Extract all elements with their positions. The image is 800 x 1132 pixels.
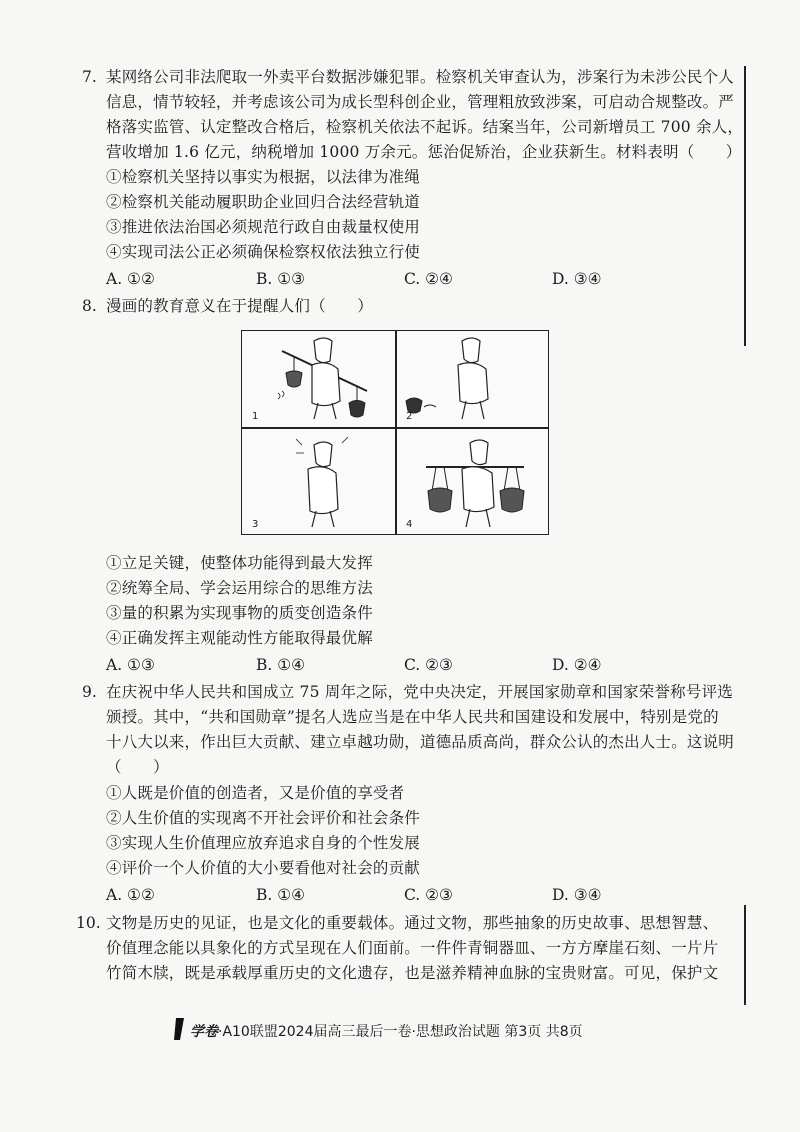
q7-item-4: ④实现司法公正必须确保检察权依法独立行使	[106, 243, 421, 261]
q10-stem-line-2: 价值理念能以具象化的方式呈现在人们面前。一件件青铜器皿、一方方摩崖石刻、一片片	[106, 939, 719, 957]
q9-option-c[interactable]: C. ②③	[404, 886, 453, 904]
q8-option-a[interactable]: A. ①③	[106, 656, 155, 674]
q9-option-d[interactable]: D. ③④	[552, 886, 602, 904]
comic-panel-3-drawing	[242, 429, 394, 534]
q9-item-3: ③实现人生价值理应放弃追求自身的个性发展	[106, 834, 421, 852]
q7-item-3: ③推进依法治国必须规范行政自由裁量权使用	[106, 218, 421, 236]
q8-item-3: ③量的积累为实现事物的质变创造条件	[106, 604, 373, 622]
q10-stem-line-1: 文物是历史的见证，也是文化的重要载体。通过文物，那些抽象的历史故事、思想智慧、	[106, 914, 719, 932]
q8-option-b[interactable]: B. ①④	[256, 656, 306, 674]
q8-option-d[interactable]: D. ②④	[552, 656, 602, 674]
q9-stem-line-1: 在庆祝中华人民共和国成立 75 周年之际，党中央决定，开展国家勋章和国家荣誉称号评选	[106, 683, 733, 701]
margin-line-top	[744, 66, 746, 346]
q8-item-4: ④正确发挥主观能动性方能取得最优解	[106, 629, 373, 647]
q8-item-1: ①立足关键，使整体功能得到最大发挥	[106, 554, 373, 572]
comic-panel-1-drawing	[242, 331, 394, 426]
comic-panel-2-drawing	[396, 331, 548, 426]
comic-panel-4-number: 4	[406, 519, 413, 530]
q7-option-d[interactable]: D. ③④	[552, 270, 602, 288]
q9-item-4: ④评价一个人价值的大小要看他对社会的贡献	[106, 859, 421, 877]
footer-logo-text: 学卷	[190, 1024, 218, 1040]
q9-item-2: ②人生价值的实现离不开社会评价和社会条件	[106, 809, 421, 827]
comic-panel-4-drawing	[396, 429, 548, 534]
q8-option-c[interactable]: C. ②③	[404, 656, 453, 674]
comic-panel-3-number: 3	[252, 519, 259, 530]
q10-stem-line-3: 竹简木牍，既是承载厚重历史的文化遗存，也是滋养精神血脉的宝贵财富。可见，保护文	[106, 964, 719, 982]
q9-option-a[interactable]: A. ①②	[106, 886, 155, 904]
q7-option-c[interactable]: C. ②④	[404, 270, 453, 288]
margin-line-bottom	[744, 905, 746, 1005]
q8-item-2: ②统筹全局、学会运用综合的思维方法	[106, 579, 373, 597]
q8-stem: 漫画的教育意义在于提醒人们（ ）	[106, 297, 373, 315]
q7-stem-line-2: 信息，情节较轻，并考虑该公司为成长型科创企业，管理粗放致涉案，可启动合规整改。严	[106, 93, 735, 111]
q9-stem-line-4: （ ）	[106, 758, 169, 776]
q7-stem-line-3: 格落实监管、认定整改合格后，检察机关依法不起诉。结案当年，公司新增员工 700 余人，	[106, 118, 744, 136]
comic-panel-2-number: 2	[406, 411, 413, 422]
brand-logo-icon	[172, 1016, 190, 1042]
q7-item-2: ②检察机关能动履职助企业回归合法经营轨道	[106, 193, 421, 211]
q9-item-1: ①人既是价值的创造者，又是价值的享受者	[106, 784, 405, 802]
q7-item-1: ①检察机关坚持以事实为根据，以法律为准绳	[106, 168, 421, 186]
q9-stem-line-2: 颁授。其中，“共和国勋章”提名人选应当是在中华人民共和国建设和发展中，特别是党的	[106, 708, 719, 726]
comic-panel-1-number: 1	[252, 411, 259, 422]
q7-option-b[interactable]: B. ①③	[256, 270, 306, 288]
footer-text: ·A10联盟2024届高三最后一卷·思想政治试题 第3页 共8页	[218, 1024, 583, 1040]
q7-option-a[interactable]: A. ①②	[106, 270, 155, 288]
q9-number: 9.	[82, 683, 97, 701]
q9-stem-line-3: 十八大以来，作出巨大贡献、建立卓越功勋，道德品质高尚，群众公认的杰出人士。这说明	[106, 733, 735, 751]
q7-number: 7.	[82, 68, 97, 86]
q8-number: 8.	[82, 297, 97, 315]
q7-stem-line-4: 营收增加 1.6 亿元，纳税增加 1000 万余元。惩治促矫治，企业获新生。材料表明（ ）	[106, 143, 742, 161]
q10-number: 10.	[76, 914, 101, 932]
comic-figure	[241, 330, 549, 535]
page-footer	[190, 1022, 583, 1042]
q7-stem-line-1: 某网络公司非法爬取一外卖平台数据涉嫌犯罪。检察机关审查认为，涉案行为未涉公民个人	[106, 68, 735, 86]
q9-option-b[interactable]: B. ①④	[256, 886, 306, 904]
